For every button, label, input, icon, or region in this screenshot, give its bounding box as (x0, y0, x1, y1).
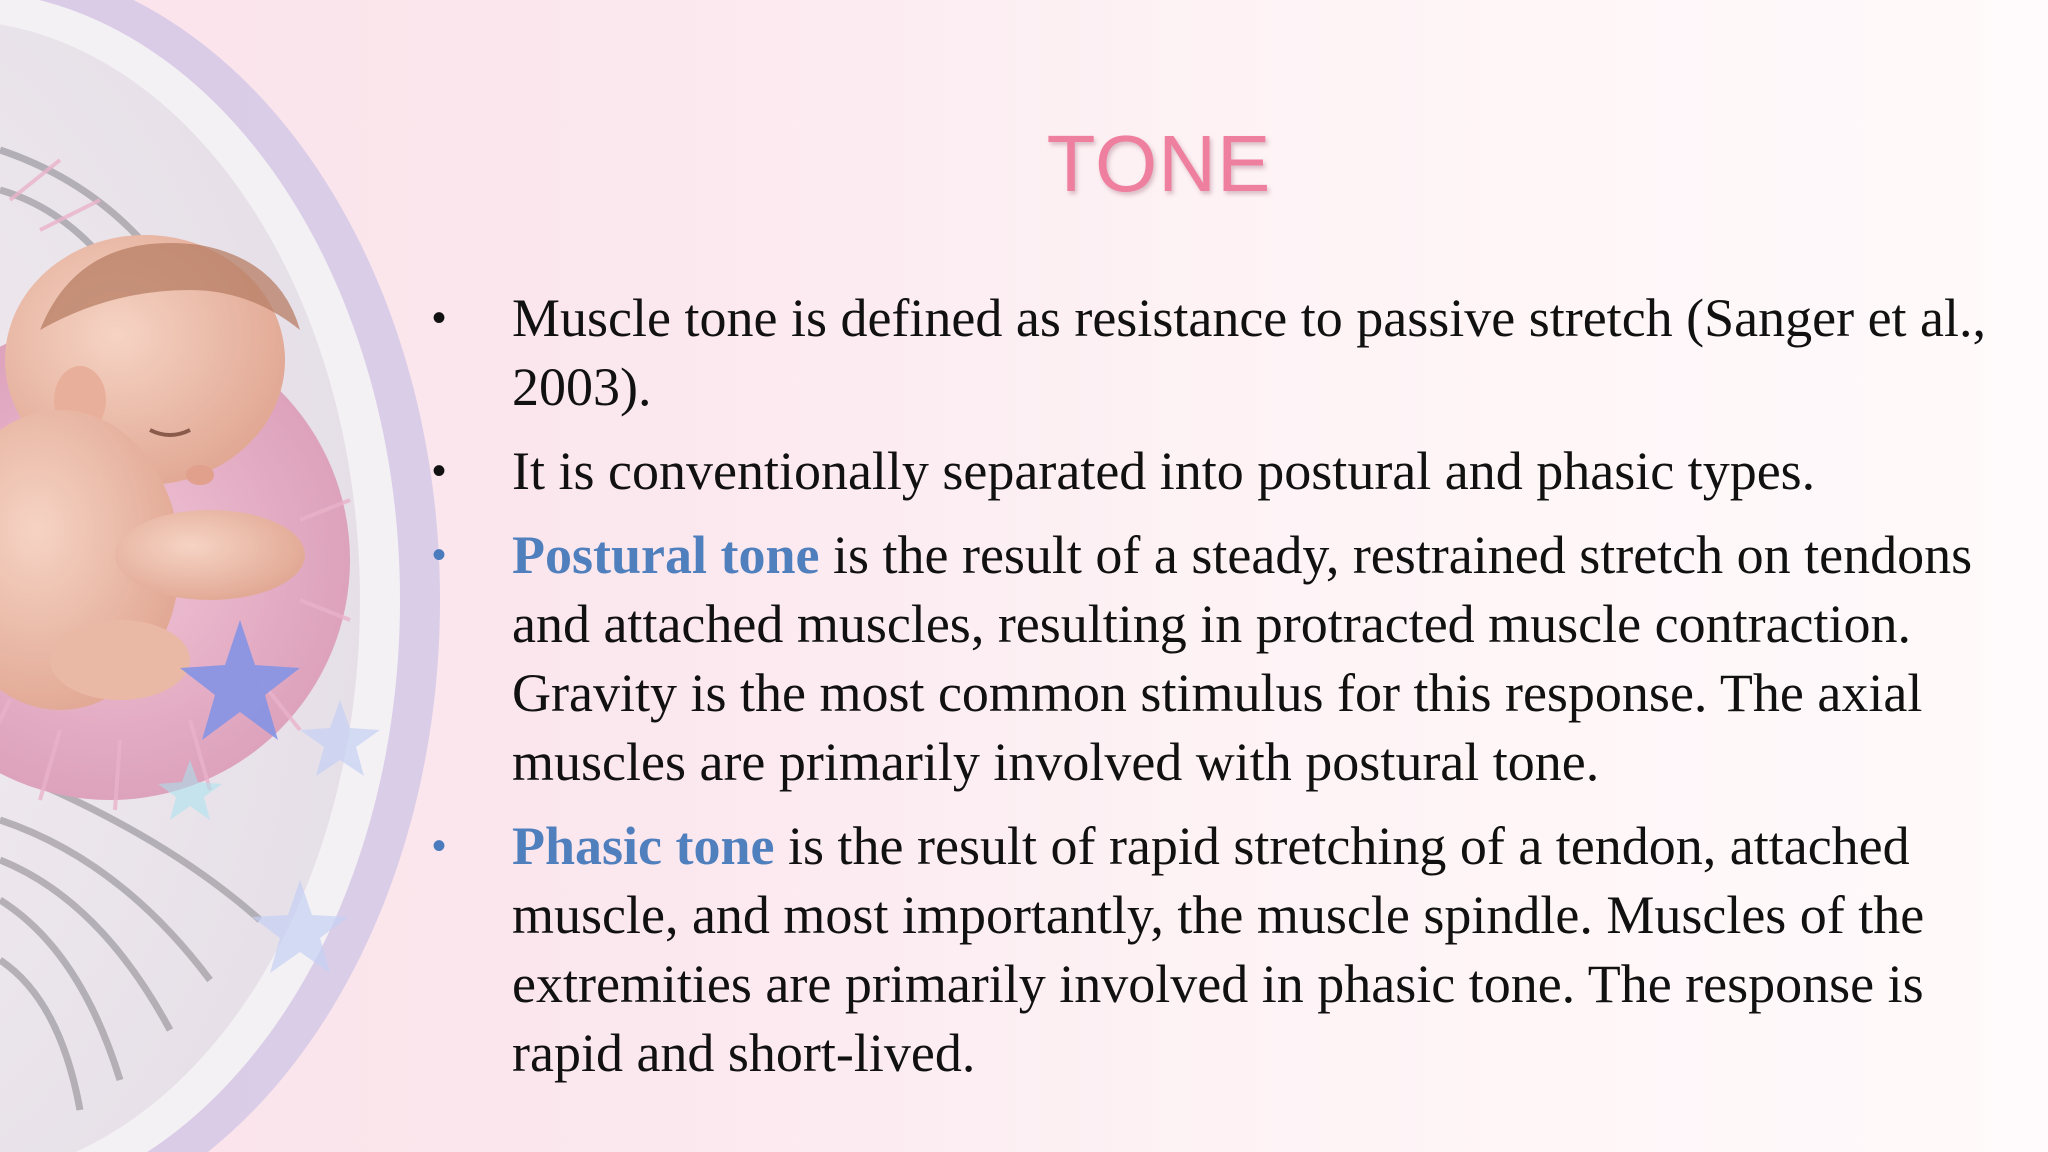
bullet-item (432, 812, 2022, 1088)
bullet-marker: • (432, 533, 447, 577)
bullet-item (432, 521, 2022, 797)
bullet-marker: • (432, 296, 447, 340)
term-postural-tone: Postural tone (512, 525, 820, 585)
term-phasic-tone: Phasic tone (512, 816, 775, 876)
bullet-marker: • (432, 449, 447, 493)
bullet-list (432, 284, 2022, 1103)
bullet-marker: • (432, 824, 447, 868)
bullet-text: Muscle tone is defined as resistance to passive stretch (Sanger et al., 2003). (512, 288, 1987, 417)
bullet-item (432, 437, 2022, 506)
bullet-text: It is conventionally separated into postural and phasic types. (512, 441, 1816, 501)
bullet-item (432, 284, 2022, 422)
bullet-text: is the result of a steady, restrained stretch on tendons and attached muscles, resulting in protracted muscle contraction. Gravity is the most common stimulus for this response. The axial muscles are primarily involved with postural tone. (512, 525, 1973, 792)
slide-title: TONE (1046, 119, 1272, 208)
bullet-text: is the result of rapid stretching of a tendon, attached muscle, and most importantly, the muscle spindle. Muscles of the extremities are primarily involved in phasic tone. The response is rapid and short-lived. (512, 816, 1925, 1083)
